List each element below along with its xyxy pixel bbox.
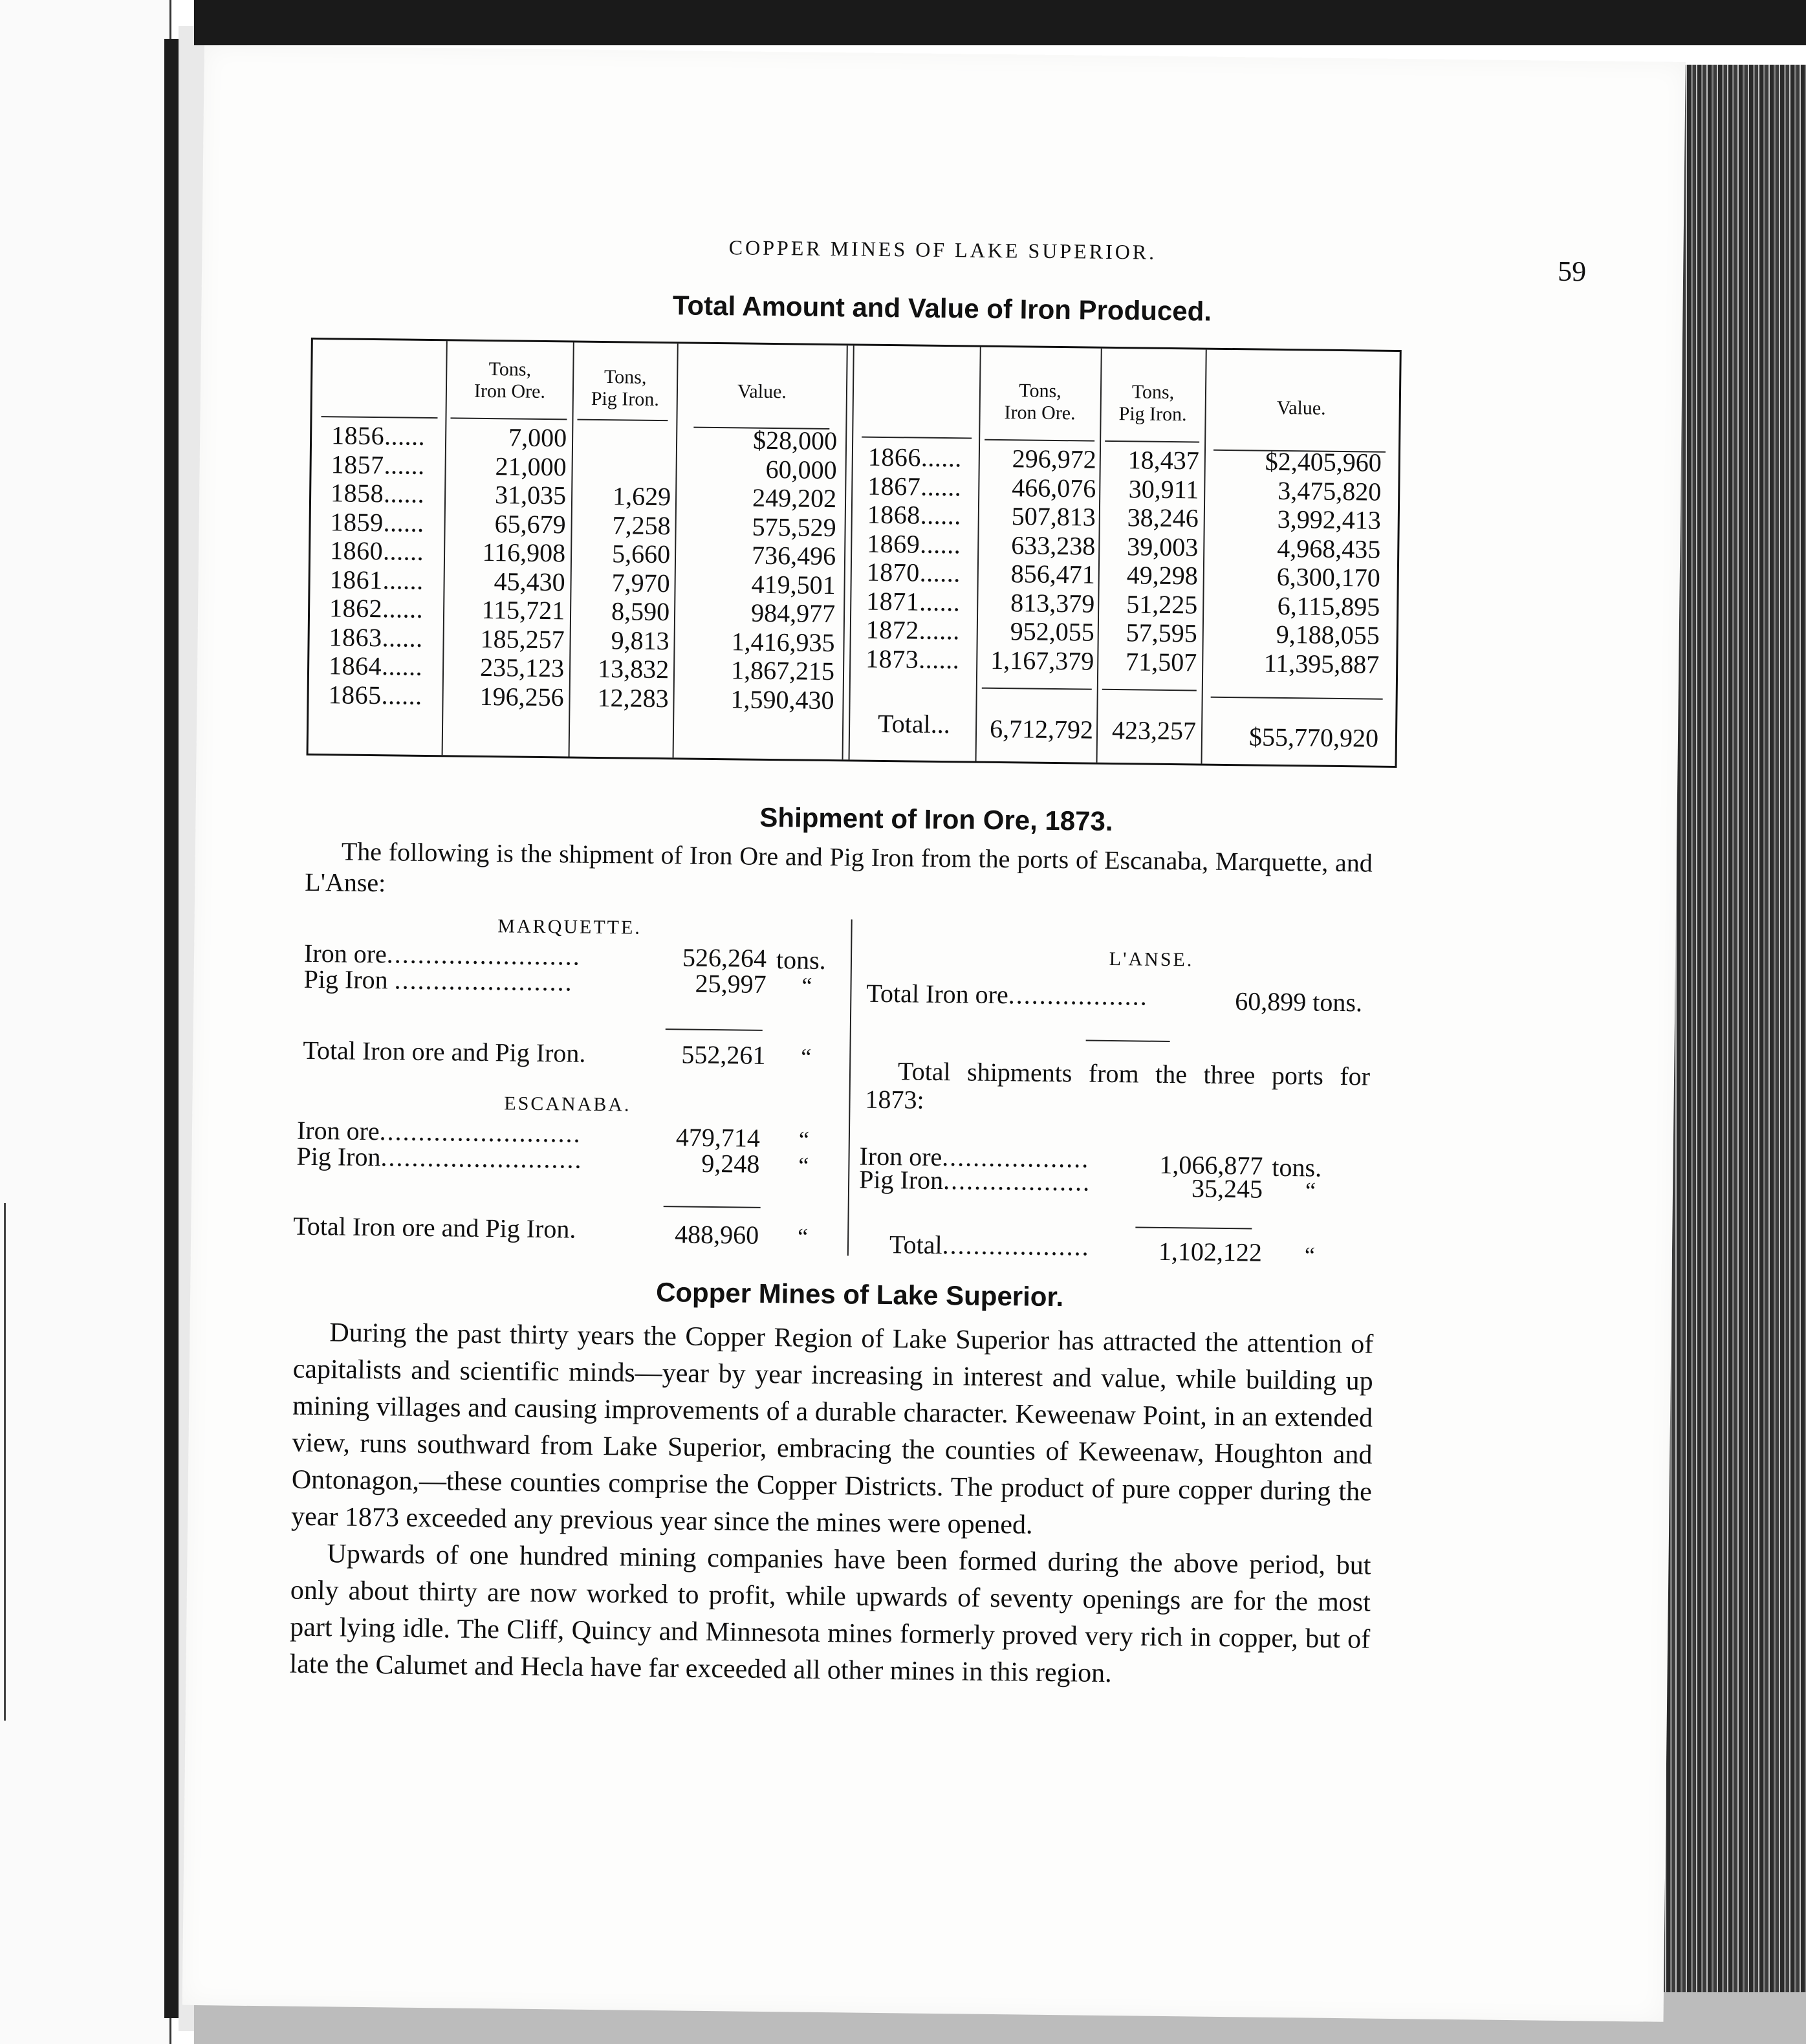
ore-cell: 633,238 xyxy=(1011,530,1096,561)
shipment-intro: The following is the shipment of Iron Ore and Pig Iron from the ports of Escanaba, Marquette, and L'Anse: xyxy=(305,836,1373,898)
value-cell: 3,992,413 xyxy=(1277,504,1382,535)
copper-paragraph-2: Upwards of one hundred mining companies have been formed during the above period, but only about thirty are now worked to profit, while upwards of seventy openings are for the most part lying idle. The Cliff, Quincy and Minnesota mines formerly proved very rich in copper, but of late the Calumet and Hecla have far exceeded all other mines in this region. xyxy=(289,1539,1371,1689)
leader-dots: .................. xyxy=(1008,980,1149,1011)
marquette-total-value: 552,261 xyxy=(681,1039,766,1070)
header-rule xyxy=(862,437,972,439)
value-cell: 11,395,887 xyxy=(1263,648,1380,679)
escanaba-total-value: 488,960 xyxy=(674,1219,759,1250)
pig-cell: 38,246 xyxy=(1127,503,1199,533)
pig-iron-column-left xyxy=(571,424,671,713)
pig-cell: 18,437 xyxy=(1127,445,1200,475)
lanse-heading: L'ANSE. xyxy=(1109,948,1194,971)
escanaba-pig-iron-row xyxy=(296,1141,583,1175)
ore-cell: 31,035 xyxy=(494,480,567,510)
iron-ore-column-right xyxy=(979,444,1096,676)
row-label: Iron ore xyxy=(303,938,387,969)
year-cell: 1861...... xyxy=(329,564,424,595)
year-cell: 1869...... xyxy=(867,528,961,559)
total-pig-iron: 423,257 xyxy=(1111,715,1197,746)
leader-dots: ................... xyxy=(942,1142,1090,1173)
scan-top-border xyxy=(194,0,1806,45)
value-cell: 4,968,435 xyxy=(1277,533,1381,564)
pig-cell xyxy=(574,424,671,454)
ore-cell: 1,167,379 xyxy=(990,645,1094,676)
pig-cell: 57,595 xyxy=(1126,618,1198,648)
row-label: Iron ore xyxy=(859,1141,942,1172)
value-column-right xyxy=(1204,447,1382,679)
escanaba-pig-iron-unit: “ xyxy=(798,1152,809,1179)
pig-cell: 49,298 xyxy=(1126,560,1199,591)
page-number: 59 xyxy=(1557,255,1587,288)
ore-cell: 466,076 xyxy=(1012,472,1096,503)
copper-paragraph-1: During the past thirty years the Copper Region of Lake Superior has attracted the attention of capitalists and scientific minds—year by year increasing in interest and value, while building up mining villages and causing improvements of a durable character. Keweenaw Point, in an extended view, runs southward from Lake Superior, embracing the counties of Keweenaw, Houghton and Ontonagon,—these counties comprise the Copper Districts. The product of pure copper during the year 1873 exceeded any previous year since the mines were opened. xyxy=(290,1318,1374,1540)
escanaba-pig-iron-value: 9,248 xyxy=(701,1148,760,1179)
ore-cell: 185,257 xyxy=(480,624,565,654)
row-label: Pig Iron xyxy=(303,964,388,995)
value-cell: 736,496 xyxy=(751,540,836,571)
header-line: Pig Iron. xyxy=(1118,403,1187,426)
three-ports-total-row xyxy=(889,1229,1090,1262)
years-column-right xyxy=(865,443,962,675)
value-cell: 984,977 xyxy=(750,598,836,629)
ore-cell: 65,679 xyxy=(494,508,566,539)
value-cell: 249,202 xyxy=(752,483,837,514)
year-cell: 1863...... xyxy=(329,622,423,653)
header-tons-pig-iron-right xyxy=(1102,381,1203,426)
year-cell: 1862...... xyxy=(329,593,424,624)
header-line: Tons, xyxy=(488,358,532,380)
year-cell: 1856...... xyxy=(331,420,426,451)
header-line: Tons, xyxy=(1131,381,1175,404)
value-cell: 419,501 xyxy=(751,569,836,600)
ore-cell: 196,256 xyxy=(479,681,564,712)
value-cell: 575,529 xyxy=(752,512,836,542)
table-center-double-rule xyxy=(842,345,854,759)
value-cell: $28,000 xyxy=(752,425,838,456)
escanaba-total-label: Total Iron ore and Pig Iron. xyxy=(293,1211,576,1244)
year-cell: 1859...... xyxy=(330,506,424,538)
header-rule xyxy=(577,419,668,422)
header-rule xyxy=(1105,440,1199,443)
ore-cell: 813,379 xyxy=(1010,587,1095,618)
header-line: Iron Ore. xyxy=(1004,402,1076,424)
subtotal-rule xyxy=(1135,1226,1252,1229)
years-column-left xyxy=(328,421,425,710)
header-value-right: Value. xyxy=(1276,397,1326,419)
escanaba-total-unit: “ xyxy=(797,1223,809,1250)
marquette-total-unit: “ xyxy=(801,1043,812,1070)
total-rule xyxy=(1102,689,1197,691)
three-ports-total-value: 1,102,122 xyxy=(1158,1236,1263,1267)
pig-cell: 51,225 xyxy=(1126,589,1198,619)
leader-dots: ................... xyxy=(942,1166,1091,1197)
total-iron-ore: 6,712,792 xyxy=(989,713,1094,745)
iron-production-table xyxy=(307,338,1402,768)
value-cell: 3,475,820 xyxy=(1278,475,1382,506)
facing-page-edge xyxy=(0,0,171,2044)
ore-cell: 116,908 xyxy=(482,537,566,568)
leader-dots: ................... xyxy=(942,1230,1090,1261)
ore-cell: 115,721 xyxy=(481,594,565,625)
row-label: Pig Iron xyxy=(296,1141,381,1172)
header-rule xyxy=(450,417,567,420)
header-rule xyxy=(321,416,437,419)
marquette-iron-ore-unit: tons. xyxy=(776,945,826,975)
escanaba-iron-ore-unit: “ xyxy=(798,1126,810,1153)
header-tons-iron-ore-right xyxy=(981,380,1098,425)
value-cell: 1,867,215 xyxy=(730,655,835,686)
three-ports-intro: Total shipments from the three ports for 1873: xyxy=(865,1056,1371,1114)
pig-cell xyxy=(574,453,671,483)
header-rule xyxy=(985,439,1094,442)
marquette-pig-iron-unit: “ xyxy=(801,972,812,999)
value-cell: 1,416,935 xyxy=(731,626,835,657)
total-value: $55,770,920 xyxy=(1248,722,1379,753)
ore-cell: 21,000 xyxy=(495,451,567,481)
ore-cell: 856,471 xyxy=(1010,559,1096,589)
subtotal-rule xyxy=(666,1028,763,1031)
book-page xyxy=(182,45,1686,2022)
value-cell: 9,188,055 xyxy=(1276,619,1380,650)
marquette-total-label: Total Iron ore and Pig Iron. xyxy=(303,1035,586,1068)
three-ports-total-unit: “ xyxy=(1304,1242,1316,1268)
pig-cell: 5,660 xyxy=(611,539,671,569)
pig-cell: 8,590 xyxy=(611,596,670,627)
year-cell: 1858...... xyxy=(330,478,425,508)
pig-cell: 30,911 xyxy=(1128,473,1199,504)
pig-iron-column-right xyxy=(1100,446,1199,677)
row-label: Iron ore xyxy=(296,1115,380,1146)
marquette-pig-iron-row xyxy=(303,964,573,997)
total-label: Total... xyxy=(877,708,951,739)
row-label: Total Iron ore xyxy=(866,978,1009,1010)
pig-cell: 13,832 xyxy=(597,653,669,684)
value-column-left xyxy=(675,425,837,715)
pig-cell: 7,970 xyxy=(611,567,670,598)
year-cell: 1872...... xyxy=(865,614,961,646)
escanaba-heading: ESCANABA. xyxy=(504,1093,631,1116)
marquette-iron-ore-value: 526,264 xyxy=(682,942,767,973)
three-ports-pig-iron-row xyxy=(859,1164,1091,1197)
three-ports-iron-ore-value: 1,066,877 xyxy=(1159,1149,1263,1180)
pig-cell: 12,283 xyxy=(597,682,669,713)
ore-cell: 507,813 xyxy=(1011,501,1096,532)
facing-page-margin xyxy=(0,1203,6,1721)
book-spine xyxy=(164,39,179,2018)
running-head: COPPER MINES OF LAKE SUPERIOR. xyxy=(728,235,1157,264)
year-cell: 1870...... xyxy=(866,557,961,588)
iron-table-title: Total Amount and Value of Iron Produced. xyxy=(672,290,1212,327)
ore-cell: 952,055 xyxy=(1010,616,1095,647)
leader-dots: ....................... xyxy=(394,965,573,997)
ore-cell: 45,430 xyxy=(494,566,565,596)
ore-cell: 235,123 xyxy=(479,652,565,683)
pig-cell: 9,813 xyxy=(611,625,669,655)
row-label: Total xyxy=(889,1230,942,1260)
three-ports-pig-iron-unit: “ xyxy=(1305,1177,1316,1204)
three-ports-iron-ore-unit: tons. xyxy=(1272,1152,1322,1182)
marquette-heading: MARQUETTE. xyxy=(497,915,642,939)
header-line: Pig Iron. xyxy=(591,387,660,411)
header-value-left: Value. xyxy=(737,380,787,403)
header-line: Tons, xyxy=(1019,380,1061,402)
total-rule xyxy=(1211,697,1383,700)
ore-cell: 296,972 xyxy=(1012,444,1097,474)
year-cell: 1868...... xyxy=(867,499,962,530)
year-cell: 1864...... xyxy=(328,651,423,681)
year-cell: 1860...... xyxy=(329,536,424,566)
copper-title: Copper Mines of Lake Superior. xyxy=(655,1277,1064,1312)
header-tons-pig-iron-left xyxy=(575,366,676,411)
escanaba-iron-ore-value: 479,714 xyxy=(675,1122,761,1153)
shipment-title: Shipment of Iron Ore, 1873. xyxy=(759,801,1113,837)
shipment-column-divider xyxy=(847,919,853,1256)
header-tons-iron-ore-left xyxy=(448,358,572,403)
section-rule xyxy=(1086,1040,1170,1042)
page-content xyxy=(289,47,1587,1689)
leader-dots: ......................... xyxy=(386,939,582,971)
pig-cell: 7,258 xyxy=(612,510,671,540)
value-cell: 1,590,430 xyxy=(730,684,834,715)
year-cell: 1867...... xyxy=(867,471,962,501)
pig-cell: 71,507 xyxy=(1126,646,1197,677)
year-cell: 1865...... xyxy=(328,679,422,710)
value-cell: 6,115,895 xyxy=(1277,591,1380,622)
ore-cell: 7,000 xyxy=(508,422,567,453)
leader-dots: .......................... xyxy=(380,1142,583,1174)
subtotal-rule xyxy=(664,1206,761,1208)
row-label: Pig Iron xyxy=(858,1164,944,1195)
header-line: Tons, xyxy=(604,366,647,388)
marquette-pig-iron-value: 25,997 xyxy=(695,968,767,999)
lanse-total-row xyxy=(866,978,1148,1012)
year-cell: 1866...... xyxy=(867,442,963,473)
value-cell: 60,000 xyxy=(765,454,837,484)
year-cell: 1873...... xyxy=(865,644,960,674)
three-ports-pig-iron-value: 35,245 xyxy=(1191,1173,1263,1204)
pig-cell: 1,629 xyxy=(612,481,671,512)
iron-ore-column-left xyxy=(444,422,567,712)
year-cell: 1871...... xyxy=(866,586,961,616)
copper-body xyxy=(289,1314,1373,1695)
value-cell: 6,300,170 xyxy=(1276,561,1381,593)
total-rule xyxy=(982,688,1092,690)
leader-dots: .......................... xyxy=(379,1116,582,1148)
value-cell: $2,405,960 xyxy=(1265,446,1382,477)
lanse-total-value: 60,899 tons. xyxy=(1235,986,1363,1017)
year-cell: 1857...... xyxy=(331,449,425,480)
header-line: Iron Ore. xyxy=(473,380,546,403)
pig-cell: 39,003 xyxy=(1127,531,1199,561)
